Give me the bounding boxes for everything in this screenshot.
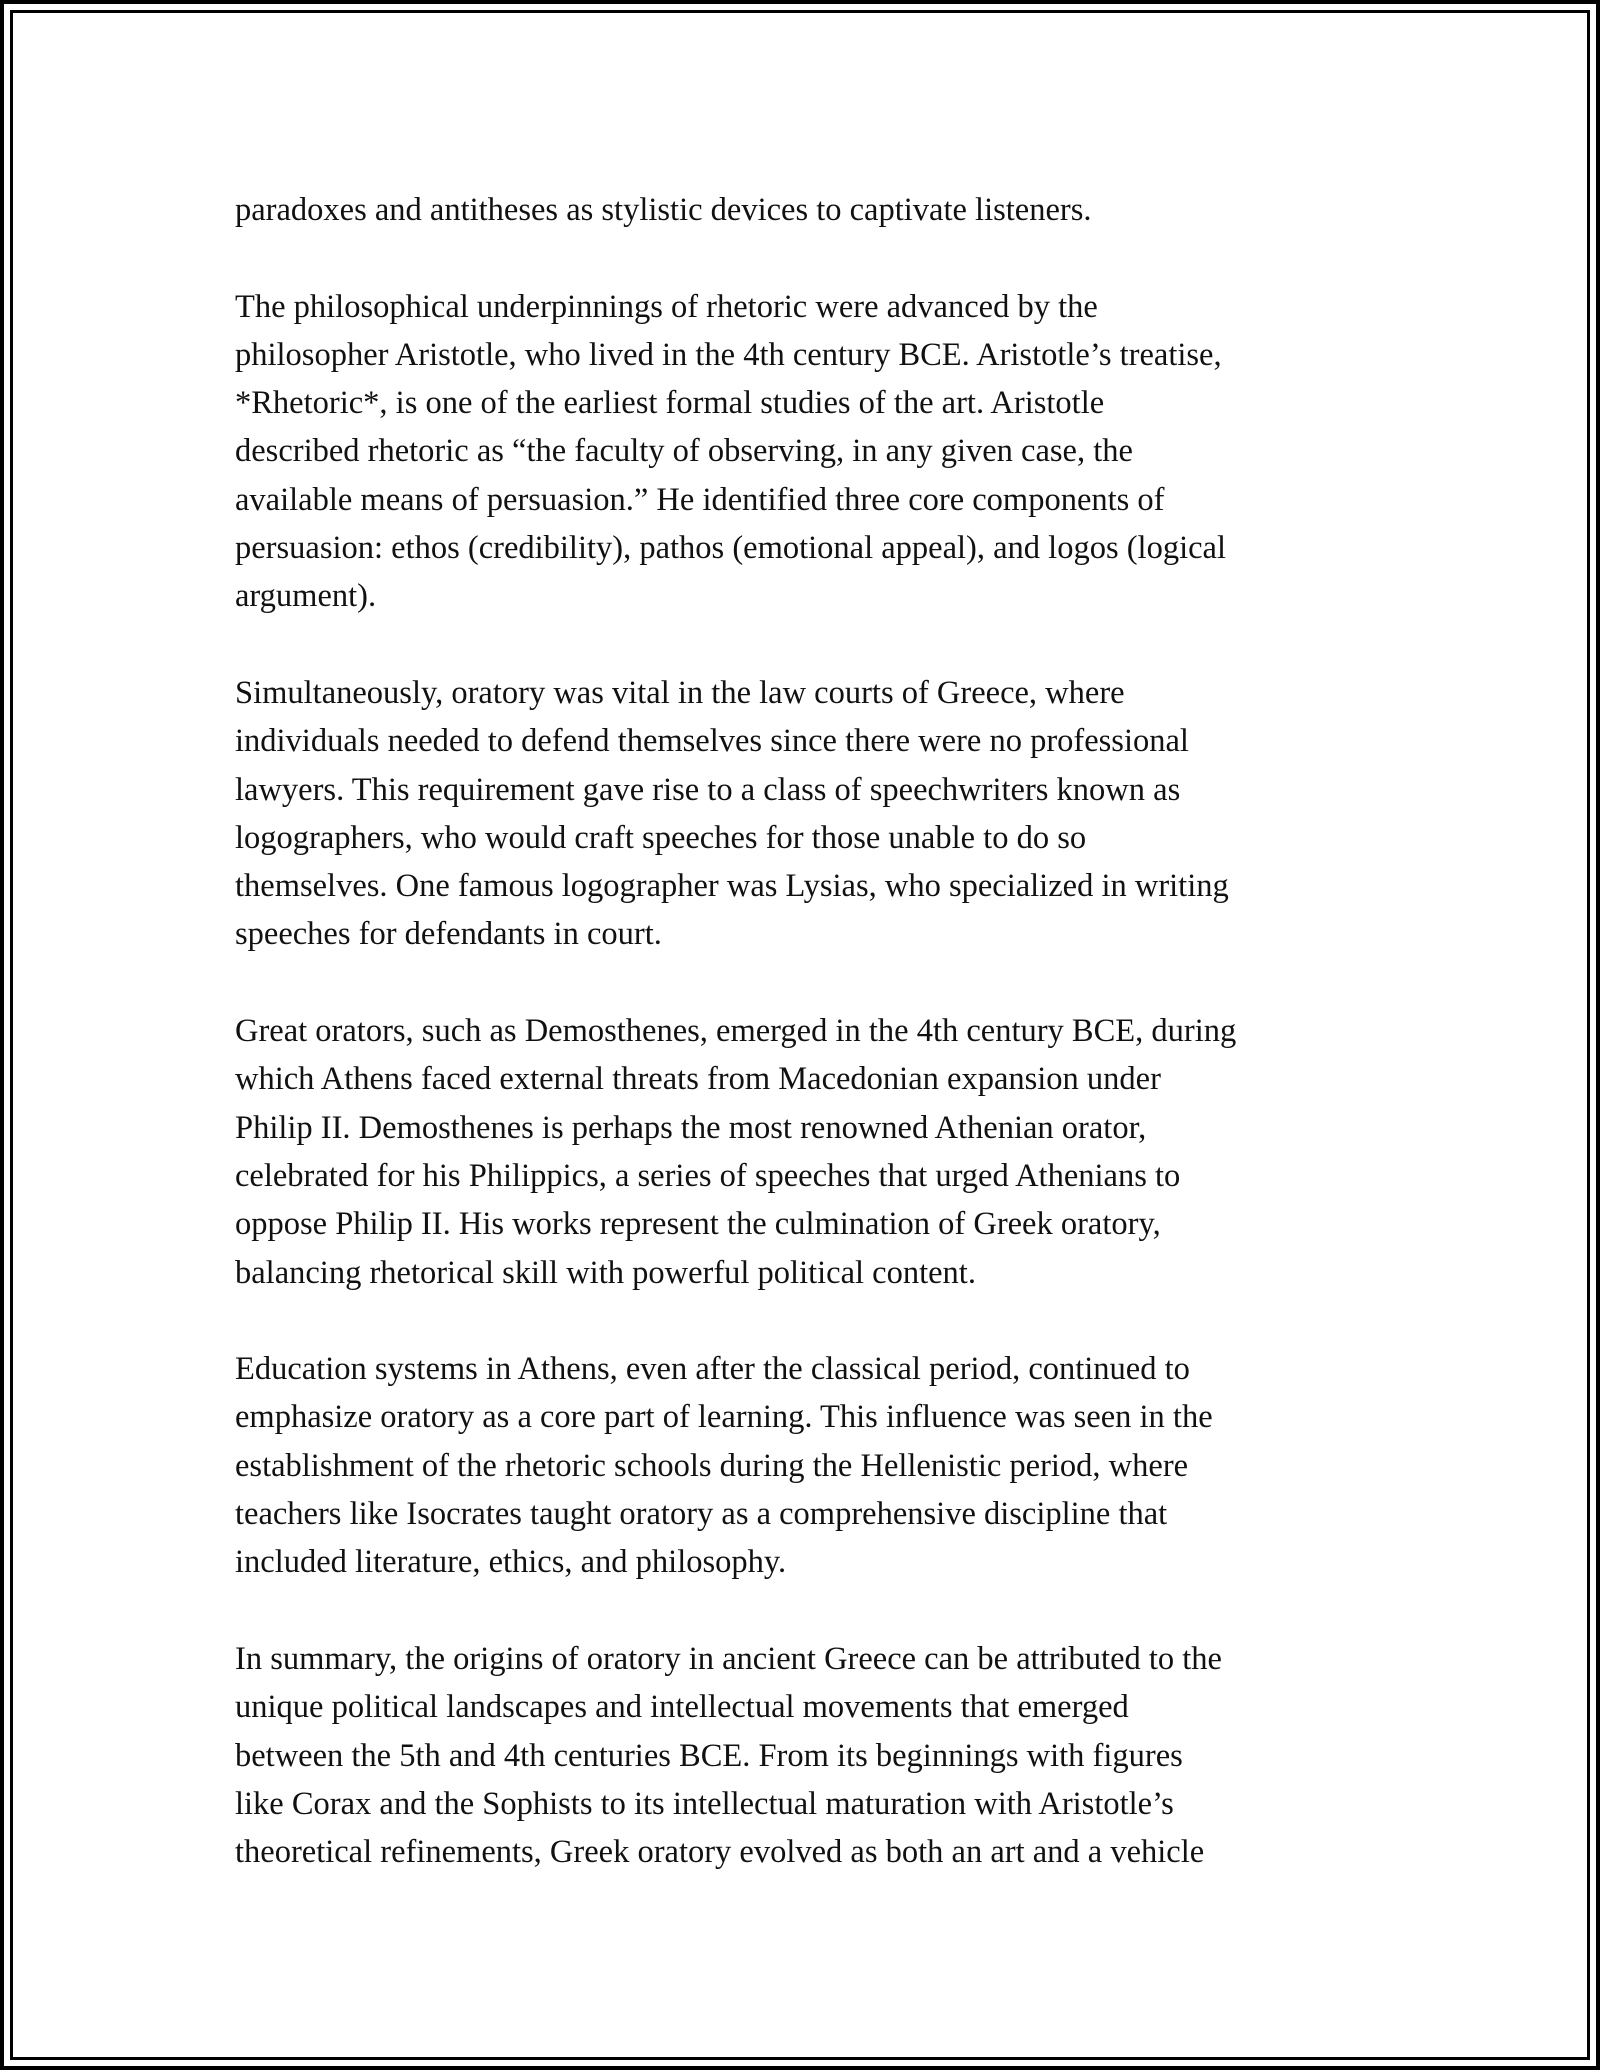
text-line: persuasion: ethos (credibility), pathos (emotional appeal), and logos (logical [235, 530, 1226, 567]
text-line: *Rhetoric*, is one of the earliest formal studies of the art. Aristotle [235, 385, 1105, 422]
text-line: establishment of the rhetoric schools during the Hellenistic period, where [235, 1447, 1189, 1484]
text-line: logographers, who would craft speeches for those unable to do so [235, 819, 1087, 856]
text-line: balancing rhetorical skill with powerful political content. [235, 1254, 976, 1291]
text-line: available means of persuasion.” He identified three core components of [235, 481, 1165, 518]
paragraph-6 [235, 1635, 1395, 1876]
text-line: unique political landscapes and intellectual movements that emerged [235, 1689, 1129, 1726]
text-line: between the 5th and 4th centuries BCE. From its beginnings with figures [235, 1737, 1183, 1774]
text-line: teachers like Isocrates taught oratory as a comprehensive discipline that [235, 1496, 1168, 1533]
paragraph-1 [235, 186, 1395, 234]
text-line: celebrated for his Philippics, a series of speeches that urged Athenians to [235, 1157, 1181, 1194]
text-line: Simultaneously, oratory was vital in the law courts of Greece, where [235, 674, 1125, 711]
text-line: described rhetoric as “the faculty of observing, in any given case, the [235, 433, 1133, 470]
text-line: Education systems in Athens, even after the classical period, continued to [235, 1351, 1190, 1388]
text-line: argument). [235, 578, 377, 615]
text-line: included literature, ethics, and philosophy. [235, 1544, 787, 1581]
text-line: which Athens faced external threats from Macedonian expansion under [235, 1061, 1161, 1098]
text-line: In summary, the origins of oratory in ancient Greece can be attributed to the [235, 1640, 1222, 1677]
text-line: like Corax and the Sophists to its intellectual maturation with Aristotle’s [235, 1785, 1174, 1822]
text-line: themselves. One famous logographer was Lysias, who specialized in writing [235, 868, 1229, 905]
text-line: emphasize oratory as a core part of learning. This influence was seen in the [235, 1399, 1213, 1436]
text-line: oppose Philip II. His works represent the culmination of Greek oratory, [235, 1206, 1161, 1243]
text-line: theoretical refinements, Greek oratory evolved as both an art and a vehicle [235, 1834, 1205, 1871]
text-line: speeches for defendants in court. [235, 916, 662, 953]
paragraph-5 [235, 1345, 1395, 1586]
text-line: paradoxes and antitheses as stylistic devices to captivate listeners. [235, 192, 1092, 228]
text-line: individuals needed to defend themselves since there were no professional [235, 723, 1189, 760]
text-line: The philosophical underpinnings of rhetoric were advanced by the [235, 288, 1098, 325]
paragraph-4 [235, 1007, 1395, 1297]
document-body [235, 186, 1395, 1925]
text-line: philosopher Aristotle, who lived in the 4th century BCE. Aristotle’s treatise, [235, 336, 1222, 373]
text-line: lawyers. This requirement gave rise to a class of speechwriters known as [235, 771, 1181, 808]
paragraph-2 [235, 283, 1395, 621]
text-line: Philip II. Demosthenes is perhaps the most renowned Athenian orator, [235, 1109, 1147, 1146]
paragraph-3 [235, 669, 1395, 959]
text-line: Great orators, such as Demosthenes, emerged in the 4th century BCE, during [235, 1013, 1237, 1050]
